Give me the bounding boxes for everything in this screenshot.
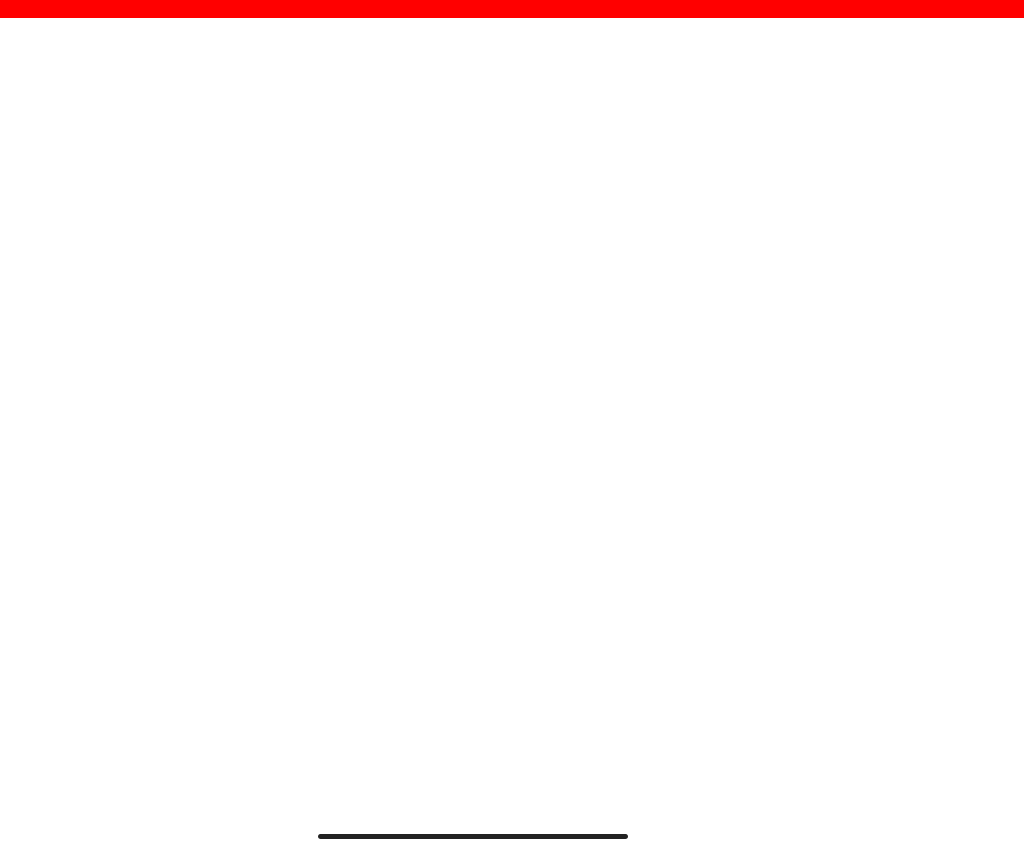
horizontal-scrollbar[interactable] (318, 834, 628, 839)
sheet-title (0, 0, 1024, 18)
column-header-row (0, 18, 1024, 40)
